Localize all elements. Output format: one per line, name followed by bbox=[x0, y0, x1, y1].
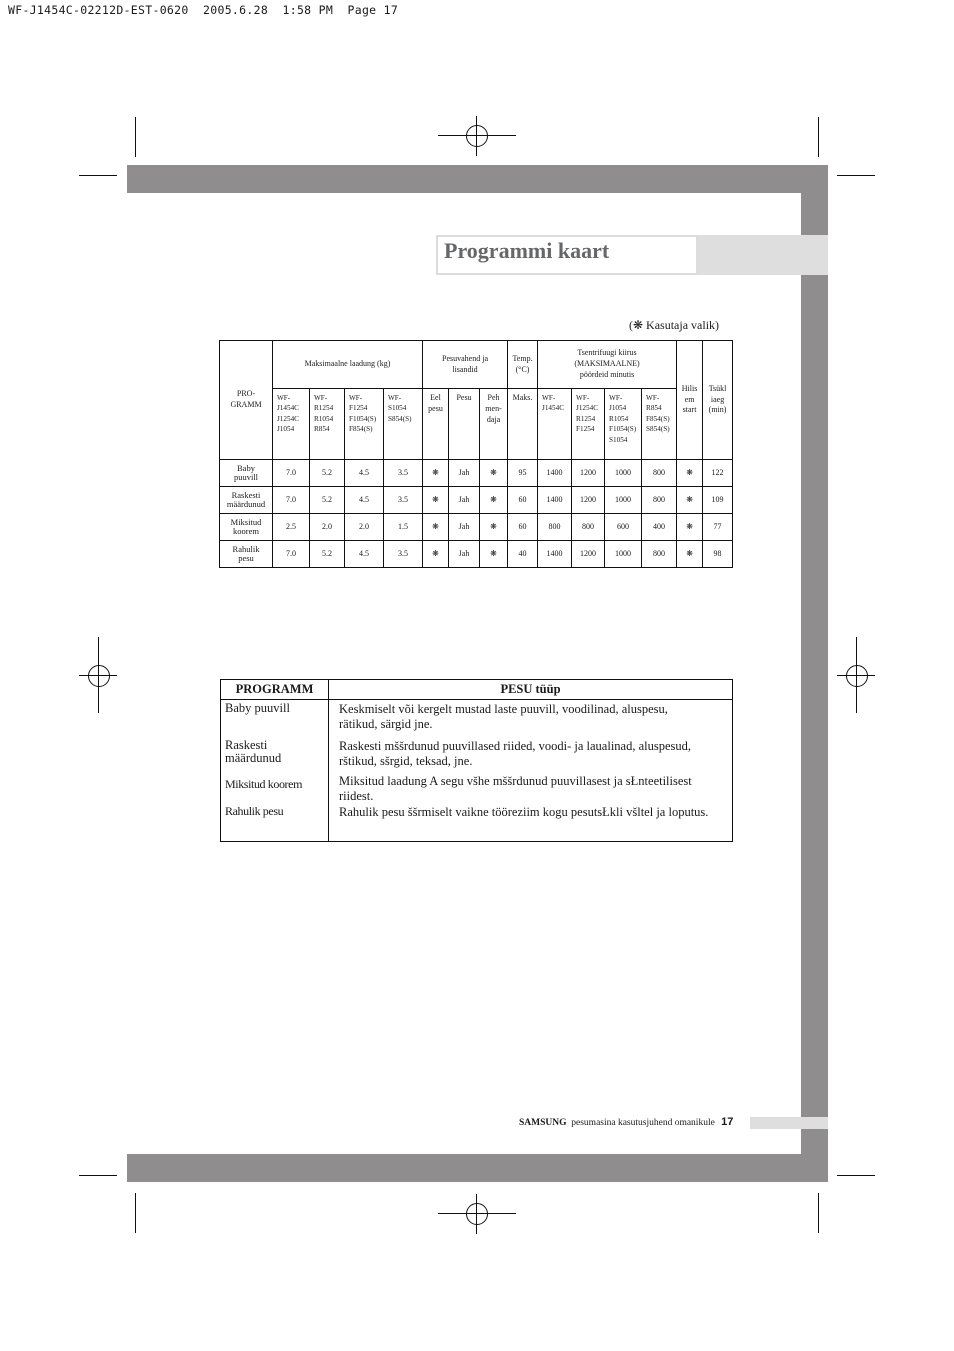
table-cell: 1400 bbox=[538, 460, 572, 487]
text-line: daja bbox=[486, 414, 501, 424]
table-cell: 7.0 bbox=[273, 487, 310, 514]
text-line: iaeg bbox=[710, 394, 725, 404]
table-cell: 7.0 bbox=[273, 460, 310, 487]
text-line: R1254 bbox=[576, 414, 596, 423]
text-line: R1054 bbox=[314, 414, 334, 423]
program-name bbox=[225, 739, 281, 765]
table-cell: 1000 bbox=[605, 487, 642, 514]
table-cell: 2.0 bbox=[310, 514, 345, 541]
table-cell: 5.2 bbox=[310, 487, 345, 514]
text-line: R854 bbox=[646, 404, 662, 413]
title-band bbox=[697, 235, 828, 275]
footer bbox=[519, 1116, 733, 1128]
header-max-load: Maksimaalne laadung (kg) bbox=[273, 341, 423, 389]
table-cell: 800 bbox=[538, 514, 572, 541]
table-cell: 60 bbox=[508, 487, 538, 514]
text-line: pesu bbox=[238, 553, 254, 563]
text-line: Miksitud laadung A segu všhe mššrdunud puuvillasest ja sŁnteetilisest bbox=[339, 774, 692, 788]
program-name bbox=[225, 805, 283, 818]
table-cell: 3.5 bbox=[384, 541, 423, 568]
program-list bbox=[221, 700, 328, 841]
text-line: WF- bbox=[388, 394, 402, 402]
table-cell: 4.5 bbox=[345, 460, 384, 487]
user-choice-note: (❋ Kasutaja valik) bbox=[629, 318, 720, 332]
table-cell: 3.5 bbox=[384, 460, 423, 487]
table-cell: 600 bbox=[605, 514, 642, 541]
text-line: puuvill bbox=[233, 472, 259, 482]
text-line: Miksitud koorem bbox=[225, 777, 302, 791]
detergent-wash bbox=[449, 389, 480, 460]
user-choice-icon: ❋ bbox=[423, 487, 449, 514]
text-line: Baby bbox=[237, 463, 255, 474]
user-choice-icon: ❋ bbox=[480, 460, 508, 487]
text-line: F1254 bbox=[576, 425, 595, 434]
user-choice-icon: ❋ bbox=[677, 541, 703, 568]
footer-band bbox=[750, 1117, 828, 1129]
text-line: koorem bbox=[233, 526, 259, 536]
text-line: Rahulik pesu bbox=[225, 804, 284, 818]
text-line: Peh bbox=[487, 393, 500, 402]
text-line: Hilis bbox=[681, 383, 698, 393]
table-cell: 1.5 bbox=[384, 514, 423, 541]
text-line: WF- bbox=[314, 394, 328, 402]
table-cell: 1200 bbox=[572, 460, 605, 487]
table-cell: 98 bbox=[703, 541, 733, 568]
wash-description bbox=[339, 739, 739, 769]
table-cell: 122 bbox=[703, 460, 733, 487]
table-row bbox=[220, 460, 733, 487]
text-line: R854 bbox=[314, 425, 330, 434]
text-line: rätikud, särgid jne. bbox=[339, 717, 433, 731]
text-line: men- bbox=[485, 403, 502, 413]
text-line: F854(S) bbox=[349, 425, 373, 434]
table-cell: 800 bbox=[642, 541, 677, 568]
table-cell: 800 bbox=[572, 514, 605, 541]
col-wash-type: PESU tüüp bbox=[329, 680, 733, 700]
load-model-2 bbox=[310, 389, 345, 460]
program-spec-table bbox=[219, 340, 733, 568]
text-line: WF- bbox=[542, 394, 556, 402]
table-cell: 1000 bbox=[605, 541, 642, 568]
temp-max: Maks. bbox=[508, 389, 538, 460]
text-line: määrdunud bbox=[225, 751, 282, 766]
text-line: Pesu bbox=[456, 393, 472, 402]
header-temp bbox=[508, 341, 538, 389]
text-line: (°C) bbox=[515, 364, 530, 374]
header-delay-start bbox=[677, 341, 703, 460]
table-cell: 109 bbox=[703, 487, 733, 514]
text-line: riidest. bbox=[339, 789, 374, 803]
table-cell: 60 bbox=[508, 514, 538, 541]
print-header: WF-J1454C-02212D-EST-0620 2005.6.28 1:58 PM Page 17 bbox=[8, 3, 399, 17]
text-line: PRO- bbox=[236, 389, 256, 399]
header-spin bbox=[538, 341, 677, 389]
text-line: J1454C bbox=[542, 404, 564, 413]
right-gray-bar bbox=[801, 165, 828, 1182]
table-cell: 1400 bbox=[538, 541, 572, 568]
text-line: rštikud, sšrgid, teksad, jne. bbox=[339, 754, 473, 768]
text-line: R1054 bbox=[609, 414, 629, 423]
text-line: S1054 bbox=[388, 404, 407, 413]
program-name bbox=[225, 778, 302, 791]
text-line: J1054 bbox=[277, 425, 295, 434]
table-cell: 2.0 bbox=[345, 514, 384, 541]
page-title: Programmi kaart bbox=[444, 238, 610, 263]
table-cell: 4.5 bbox=[345, 487, 384, 514]
text-line: J1054 bbox=[609, 404, 627, 413]
col-program: PROGRAMM bbox=[221, 680, 329, 700]
table-cell: 800 bbox=[642, 487, 677, 514]
table-cell: 1000 bbox=[605, 460, 642, 487]
spin-model-2 bbox=[572, 389, 605, 460]
text-line: Rahulik bbox=[232, 544, 260, 555]
row-program bbox=[220, 460, 273, 487]
table-cell: 2.5 bbox=[273, 514, 310, 541]
text-line: Eel bbox=[430, 393, 441, 402]
text-line: em bbox=[684, 394, 695, 404]
table-cell: 400 bbox=[642, 514, 677, 541]
footer-text: pesumasina kasutusjuhend omanikule bbox=[571, 1118, 715, 1128]
table-cell: 40 bbox=[508, 541, 538, 568]
table-cell: 5.2 bbox=[310, 541, 345, 568]
table-cell: 3.5 bbox=[384, 487, 423, 514]
table-cell: 800 bbox=[642, 460, 677, 487]
bottom-gray-bar bbox=[127, 1154, 828, 1182]
wash-description bbox=[339, 702, 739, 732]
text-line: WF- bbox=[576, 394, 590, 402]
text-line: pöördeid minutis bbox=[579, 369, 635, 379]
text-line: lisandid bbox=[452, 364, 478, 374]
user-choice-icon: ❋ bbox=[677, 460, 703, 487]
text-line: WF- bbox=[349, 394, 363, 402]
text-line: Pesuvahend ja bbox=[442, 353, 489, 363]
text-line: määrdunud bbox=[226, 499, 266, 509]
text-line: Raskesti mššrdunud puuvillased riided, voodi- ja laualinad, aluspesud, bbox=[339, 739, 692, 753]
table-row bbox=[220, 541, 733, 568]
description-list bbox=[329, 700, 732, 841]
table-cell: Jah bbox=[449, 541, 480, 568]
text-line: Baby puuvill bbox=[225, 701, 290, 715]
header-detergent bbox=[423, 341, 508, 389]
wash-type-table bbox=[220, 679, 733, 842]
header-cycle-time bbox=[703, 341, 733, 460]
user-choice-icon: ❋ bbox=[423, 514, 449, 541]
text-line: (min) bbox=[708, 405, 727, 415]
detergent-softener bbox=[480, 389, 508, 460]
page-number: 17 bbox=[721, 1116, 734, 1128]
load-model-1 bbox=[273, 389, 310, 460]
spin-model-1 bbox=[538, 389, 572, 460]
spin-model-3 bbox=[605, 389, 642, 460]
spin-model-4 bbox=[642, 389, 677, 460]
text-line: WF- bbox=[646, 394, 660, 402]
text-line: WF- bbox=[609, 394, 623, 402]
text-line: S854(S) bbox=[388, 414, 412, 423]
text-line: start bbox=[682, 405, 697, 415]
text-line: (MAKSIMAALNE) bbox=[574, 359, 640, 369]
wash-description bbox=[339, 774, 739, 804]
header-program bbox=[220, 341, 273, 460]
user-choice-icon: ❋ bbox=[480, 514, 508, 541]
text-line: Temp. bbox=[512, 353, 533, 363]
table-cell: 1400 bbox=[538, 487, 572, 514]
table-cell: Jah bbox=[449, 514, 480, 541]
user-choice-icon: ❋ bbox=[677, 487, 703, 514]
text-line: F854(S) bbox=[646, 414, 670, 423]
text-line: F1254 bbox=[349, 404, 368, 413]
text-line: Tsükl bbox=[708, 383, 727, 393]
text-line: S1054 bbox=[609, 435, 628, 444]
user-choice-icon: ❋ bbox=[677, 514, 703, 541]
text-line: R1254 bbox=[314, 404, 334, 413]
user-choice-icon: ❋ bbox=[480, 487, 508, 514]
table-cell: 4.5 bbox=[345, 541, 384, 568]
text-line: Keskmiselt või kergelt mustad laste puuvill, voodilinad, aluspesu, bbox=[339, 702, 668, 716]
text-line: pesu bbox=[428, 403, 443, 413]
user-choice-icon: ❋ bbox=[480, 541, 508, 568]
top-gray-bar bbox=[127, 165, 828, 193]
text-line: J1454C bbox=[277, 404, 299, 413]
text-line: Raskesti bbox=[231, 490, 261, 501]
table-cell: 1200 bbox=[572, 541, 605, 568]
text-line: J1254C bbox=[277, 414, 299, 423]
table-row bbox=[220, 487, 733, 514]
user-choice-icon: ❋ bbox=[423, 460, 449, 487]
load-model-4 bbox=[384, 389, 423, 460]
text-line: F1054(S) bbox=[609, 425, 637, 434]
text-line: Rahulik pesu ššrmiselt vaikne tööreziim kogu pesutsŁkli všltel ja loputus. bbox=[339, 805, 709, 819]
table-row bbox=[220, 514, 733, 541]
table-cell: 5.2 bbox=[310, 460, 345, 487]
footer-brand: SAMSUNG bbox=[519, 1118, 567, 1128]
text-line: Tsentrifuugi kiirus bbox=[577, 348, 637, 358]
row-program bbox=[220, 487, 273, 514]
table-cell: 95 bbox=[508, 460, 538, 487]
table-cell: Jah bbox=[449, 487, 480, 514]
detergent-prewash bbox=[423, 389, 449, 460]
table-cell: Jah bbox=[449, 460, 480, 487]
program-name bbox=[225, 702, 290, 715]
row-program bbox=[220, 541, 273, 568]
row-program bbox=[220, 514, 273, 541]
table-cell: 77 bbox=[703, 514, 733, 541]
user-choice-icon: ❋ bbox=[423, 541, 449, 568]
text-line: F1054(S) bbox=[349, 414, 377, 423]
text-line: J1254C bbox=[576, 404, 598, 413]
load-model-3 bbox=[345, 389, 384, 460]
table-cell: 7.0 bbox=[273, 541, 310, 568]
table-cell: 1200 bbox=[572, 487, 605, 514]
text-line: Raskesti bbox=[225, 738, 268, 752]
wash-description bbox=[339, 805, 739, 820]
text-line: GRAMM bbox=[230, 400, 262, 409]
text-line: Miksitud bbox=[230, 517, 262, 528]
text-line: S854(S) bbox=[646, 425, 670, 434]
text-line: WF- bbox=[277, 394, 291, 402]
